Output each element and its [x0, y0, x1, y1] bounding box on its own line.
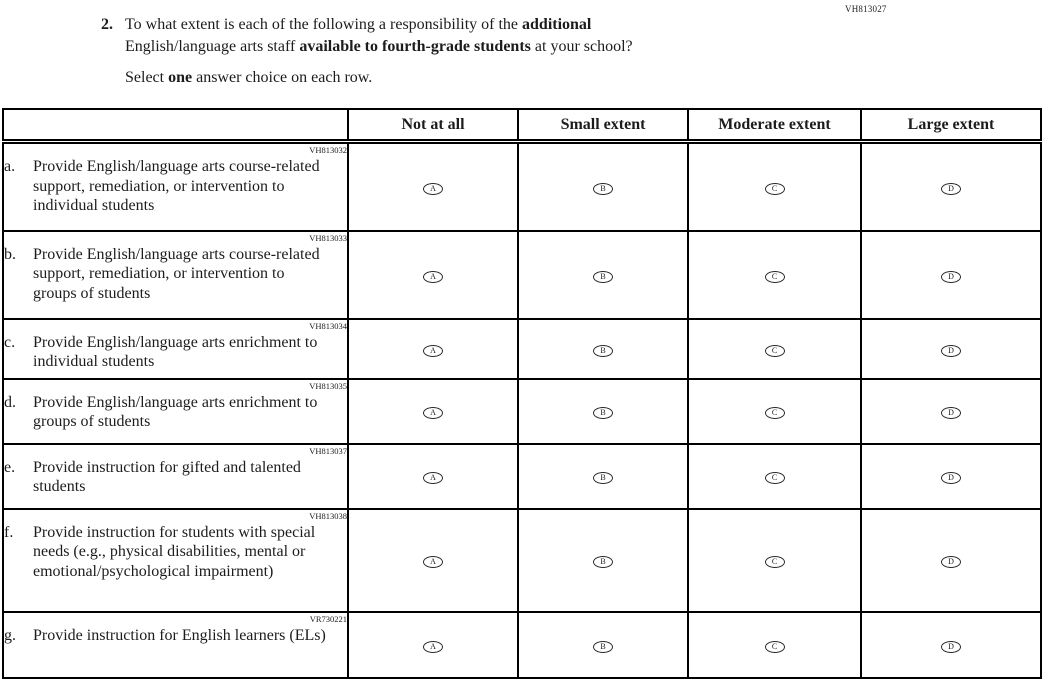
- answer-cell-not-at-all: [348, 319, 518, 379]
- answer-bubble-moderate-extent[interactable]: C: [765, 472, 785, 484]
- answer-cell-small-extent: [518, 379, 688, 444]
- answer-bubble-not-at-all[interactable]: A: [423, 345, 443, 357]
- table-row: [3, 612, 1041, 678]
- table-row: [3, 444, 1041, 509]
- answer-bubble-large-extent[interactable]: D: [941, 472, 961, 484]
- question-text-bold: additional: [522, 16, 592, 33]
- question-text: [125, 14, 761, 58]
- answer-cell-not-at-all: [348, 231, 518, 319]
- response-matrix-table: [2, 108, 1042, 679]
- row-variable-code: VH813032: [309, 145, 347, 155]
- row-label-cell: [3, 319, 348, 379]
- answer-bubble-small-extent[interactable]: B: [593, 472, 613, 484]
- answer-cell-moderate-extent: [688, 319, 861, 379]
- question-instruction: [125, 67, 761, 89]
- answer-cell-small-extent: [518, 142, 688, 231]
- answer-bubble-large-extent[interactable]: D: [941, 556, 961, 568]
- row-letter: e.: [4, 458, 16, 476]
- row-letter: c.: [4, 333, 16, 351]
- column-header-moderate-extent: Moderate extent: [688, 109, 861, 142]
- row-label: Provide instruction for gifted and talented students: [33, 458, 301, 495]
- answer-cell-small-extent: [518, 319, 688, 379]
- row-label: Provide English/language arts enrichment to groups of students: [33, 393, 318, 430]
- row-label-cell: [3, 379, 348, 444]
- row-label: Provide English/language arts course-related support, remediation, or intervention to individual students: [33, 158, 320, 214]
- header-row: [3, 109, 1041, 142]
- answer-bubble-large-extent[interactable]: D: [941, 183, 961, 195]
- answer-cell-small-extent: [518, 444, 688, 509]
- row-label: Provide English/language arts course-related support, remediation, or intervention to groups of students: [33, 245, 320, 302]
- answer-cell-large-extent: [861, 231, 1041, 319]
- row-letter: g.: [4, 626, 16, 644]
- question-text-regular: English/language arts staff: [125, 38, 300, 55]
- answer-bubble-large-extent[interactable]: D: [941, 271, 961, 283]
- answer-cell-not-at-all: [348, 509, 518, 612]
- instruction-regular: Select: [125, 69, 169, 86]
- page-variable-code: VH813027: [845, 4, 887, 14]
- answer-cell-small-extent: [518, 231, 688, 319]
- row-letter: f.: [4, 523, 14, 541]
- answer-bubble-not-at-all[interactable]: A: [423, 271, 443, 283]
- answer-cell-large-extent: [861, 444, 1041, 509]
- row-label-cell: [3, 444, 348, 509]
- answer-bubble-not-at-all[interactable]: A: [423, 472, 443, 484]
- answer-cell-large-extent: [861, 612, 1041, 678]
- answer-bubble-small-extent[interactable]: B: [593, 271, 613, 283]
- answer-bubble-large-extent[interactable]: D: [941, 641, 961, 653]
- table-row: [3, 509, 1041, 612]
- answer-cell-moderate-extent: [688, 142, 861, 231]
- row-variable-code: VH813033: [309, 232, 347, 243]
- row-label-cell: [3, 231, 348, 319]
- answer-cell-moderate-extent: [688, 612, 861, 678]
- answer-bubble-not-at-all[interactable]: A: [423, 407, 443, 419]
- answer-bubble-small-extent[interactable]: B: [593, 641, 613, 653]
- question-text-regular: To what extent is each of the following a responsibility of the: [125, 16, 523, 33]
- question-text-regular: at your school?: [530, 38, 633, 55]
- row-variable-code: VR730221: [309, 613, 347, 624]
- table-row: [3, 231, 1041, 319]
- column-header-not-at-all: Not at all: [348, 109, 518, 142]
- column-header-small-extent: Small extent: [518, 109, 688, 142]
- answer-bubble-large-extent[interactable]: D: [941, 407, 961, 419]
- table-row: [3, 319, 1041, 379]
- row-variable-code: VH813037: [309, 445, 347, 456]
- answer-cell-moderate-extent: [688, 444, 861, 509]
- table-row: [3, 142, 1041, 231]
- answer-bubble-small-extent[interactable]: B: [593, 183, 613, 195]
- answer-bubble-small-extent[interactable]: B: [593, 407, 613, 419]
- row-variable-code: VH813038: [309, 510, 347, 521]
- answer-cell-not-at-all: [348, 612, 518, 678]
- answer-bubble-small-extent[interactable]: B: [593, 556, 613, 568]
- row-label-cell: [3, 612, 348, 678]
- answer-bubble-moderate-extent[interactable]: C: [765, 183, 785, 195]
- answer-cell-large-extent: [861, 142, 1041, 231]
- instruction-regular: answer choice on each row.: [192, 69, 373, 86]
- answer-bubble-moderate-extent[interactable]: C: [765, 271, 785, 283]
- table-row: [3, 379, 1041, 444]
- row-label-cell: [3, 509, 348, 612]
- answer-bubble-moderate-extent[interactable]: C: [765, 407, 785, 419]
- answer-bubble-moderate-extent[interactable]: C: [765, 345, 785, 357]
- row-letter: d.: [4, 393, 16, 411]
- answer-cell-not-at-all: [348, 142, 518, 231]
- answer-cell-moderate-extent: [688, 231, 861, 319]
- question-block: [101, 14, 761, 89]
- answer-cell-not-at-all: [348, 444, 518, 509]
- question-number: 2.: [101, 16, 113, 33]
- answer-cell-not-at-all: [348, 379, 518, 444]
- answer-bubble-large-extent[interactable]: D: [941, 345, 961, 357]
- answer-bubble-not-at-all[interactable]: A: [423, 556, 443, 568]
- answer-cell-moderate-extent: [688, 509, 861, 612]
- row-label: Provide English/language arts enrichment to individual students: [33, 333, 318, 370]
- row-label-cell: [3, 142, 348, 231]
- question-text-bold: available to fourth-grade students: [299, 38, 531, 55]
- answer-cell-moderate-extent: [688, 379, 861, 444]
- answer-bubble-not-at-all[interactable]: A: [423, 183, 443, 195]
- answer-cell-large-extent: [861, 379, 1041, 444]
- answer-cell-small-extent: [518, 509, 688, 612]
- answer-bubble-moderate-extent[interactable]: C: [765, 641, 785, 653]
- table-corner-cell: [3, 109, 348, 142]
- row-letter: a.: [4, 158, 16, 175]
- answer-bubble-moderate-extent[interactable]: C: [765, 556, 785, 568]
- row-variable-code: VH813035: [309, 380, 347, 391]
- answer-cell-small-extent: [518, 612, 688, 678]
- answer-bubble-not-at-all[interactable]: A: [423, 641, 443, 653]
- row-label: Provide instruction for English learners (ELs): [33, 626, 326, 644]
- answer-cell-large-extent: [861, 509, 1041, 612]
- instruction-bold: one: [168, 69, 193, 86]
- answer-bubble-small-extent[interactable]: B: [593, 345, 613, 357]
- row-label: Provide instruction for students with special needs (e.g., physical disabilities, mental or emotional/psychological impairment): [33, 523, 316, 580]
- row-variable-code: VH813034: [309, 320, 347, 331]
- column-header-large-extent: Large extent: [861, 109, 1041, 142]
- answer-cell-large-extent: [861, 319, 1041, 379]
- row-letter: b.: [4, 245, 16, 263]
